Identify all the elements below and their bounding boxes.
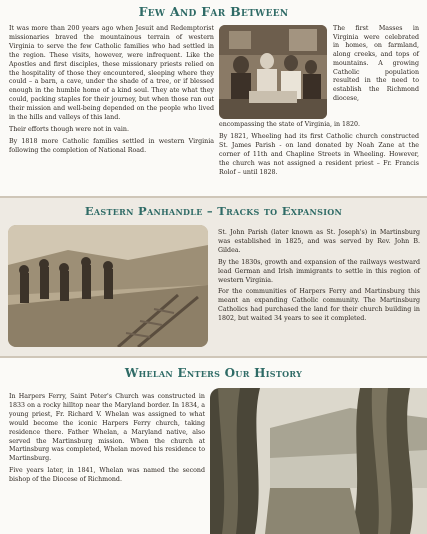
paragraph: St. John Parish (later known as St. Joseph's) in Martinsburg was established in 1825, and was served by Rev. John B. Gildea. bbox=[218, 229, 420, 254]
paragraph: Five years later, in 1841, Whelan was named the second bishop of the Diocese of Richmond. bbox=[9, 467, 205, 484]
side-note-continued: encompassing the state of Virginia, in 1820. bbox=[219, 121, 361, 128]
section-body bbox=[9, 25, 214, 159]
historic-family-photo bbox=[219, 25, 327, 119]
side-note: The first Masses in Virginia were celebrated in homes, on farmland, along creeks, and tops of mountains. A growing Catholic population resulted in the need to establish the Richmond diocese, bbox=[333, 25, 419, 102]
section-right-paragraph: By 1821, Wheeling had its first Catholic church constructed St. James Parish - on land donated by Noah Zane at the corner of 11th and Chapline Streets in Wheeling. However, the church was not assigned a resident priest – Fr. Francis Rolof – until 1828. bbox=[219, 133, 419, 176]
paragraph: By the 1830s, growth and expansion of the railways westward lead German and Irish immigrants to settle in this region of western Virginia. bbox=[218, 258, 420, 284]
paragraph: By 1818 more Catholic families settled in western Virginia following the completion of National Road. bbox=[9, 137, 214, 154]
paragraph: Their efforts though were not in vain. bbox=[9, 125, 129, 133]
paragraph: It was more than 200 years ago when Jesuit and Redemptorist missionaries braved the mountainous terrain of western Virginia to serve the few Catholic families who had settled in the region. These visits, however, were infrequent. Like the Apostles and first disciples, these missionary priests relied on the hospitality of those they encountered, sleeping where they could – a barn, a cave, under the shade of a tree, or if blessed enough in the humble home of a kind soul. They ate what they could, packing staples for their journey, but when those ran out their mission and well-being depended on the people who lived in the hills and valleys of this land. bbox=[9, 25, 214, 122]
harpers-ferry-river-photo bbox=[210, 388, 427, 534]
railway-workers-photo bbox=[8, 225, 208, 347]
section-heading: Eastern Panhandle – Tracks to Expansion bbox=[84, 204, 343, 218]
paragraph: For the communities of Harpers Ferry and Martinsburg this meant an expanding Catholic community. The Martinsburg Catholics had purchased the land for their church building in 1802, but waited 34 years to see it completed. bbox=[218, 288, 420, 323]
section-body bbox=[9, 393, 205, 488]
section-heading: Few And Far Between bbox=[138, 4, 289, 19]
section-heading: Whelan Enters Our History bbox=[124, 366, 303, 380]
paragraph: In Harpers Ferry, Saint Peter's Church was constructed in 1833 on a rocky hilltop near the Maryland border. In 1834, a young priest, Fr. Richard V. Whelan was assigned to what would become the iconic Harpers Ferry church, taking residence there. Father Whelan, a Maryland native, also served the Martinsburg mission. When the church at Martinsburg was completed, Whelan moved his residence to Martinsburg. bbox=[9, 393, 205, 463]
section-body bbox=[218, 229, 420, 327]
